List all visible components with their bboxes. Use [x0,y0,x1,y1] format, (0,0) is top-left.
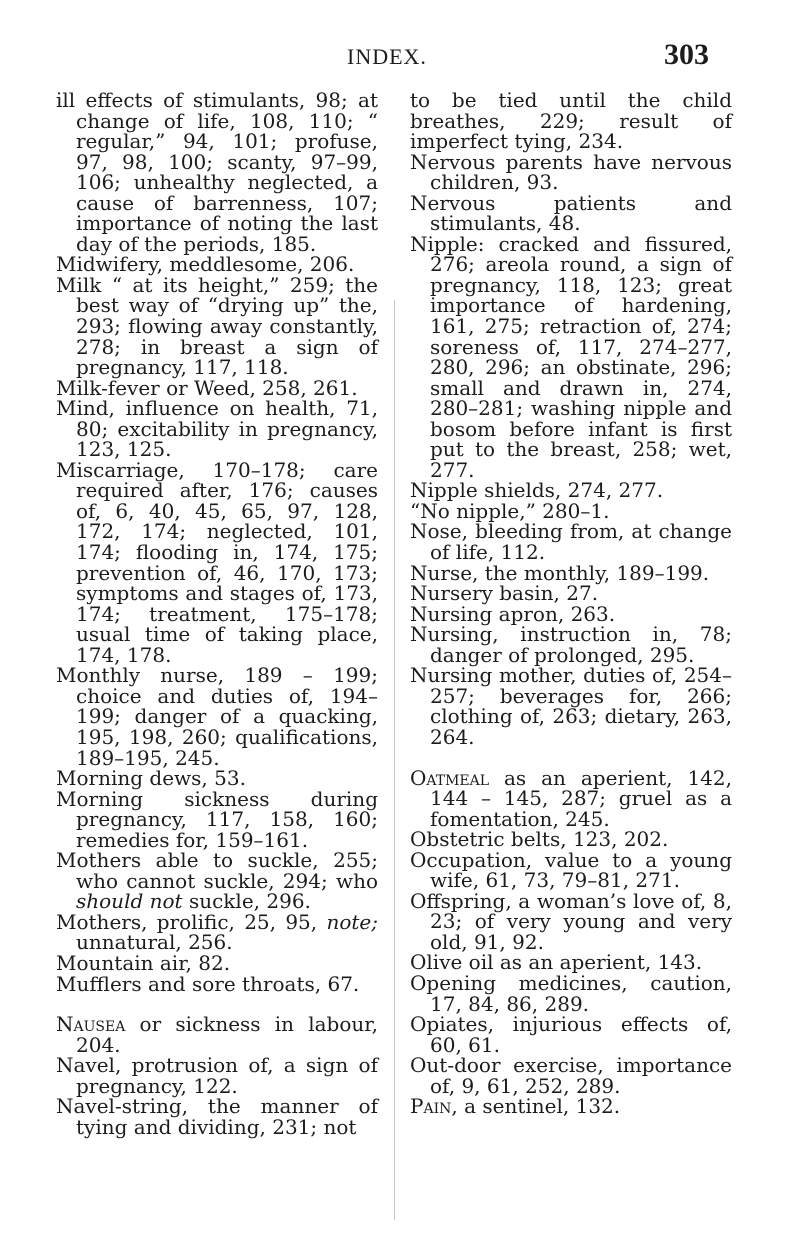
entry-text: Nursing, instruction in, 78; danger of prolonged, 295. [410,622,732,667]
index-entry [56,850,378,912]
section-gap [56,994,378,1014]
entry-text: Mountain air, 82. [56,950,231,975]
index-entry [410,519,732,565]
entry-text: Mind, influence on health, 71, 80; excitability in pregnancy, 123, 125. [56,396,378,462]
index-entry [410,480,732,501]
entry-text: Nervous patients and stimulants, 48. [410,190,732,236]
entry-text: Miscarriage, 170–178; care required after, 176; causes of, 6, 40, 45, 65, 97, 128, 172, 174; neglected, 101, 174; flooding in, 174, 175; prevention of, 46, 170, 173; symptoms and stages of, 173, 174; treatment, 175–178; usual time of taking place, 174, 178. [56,457,378,667]
entry-text: Nervous parents have nervous children, 93. [410,149,732,195]
index-entry [410,952,732,973]
entry-italic: note; [326,909,378,934]
index-column-left [56,90,378,1137]
index-entry [56,665,378,768]
entry-text: ill effects of stimulants, 98; at change of life, 108, 110; “ regular,” 94, 101; profuse, 97, 98, 100; scanty, 97–99, 106; unhealthy neglected, a cause of barrenness, 107; importance of noting the last day of the periods, 185. [56,88,378,256]
entry-text: Nipple: cracked and fissured, 276; areola round, a sign of pregnancy, 118, 123; great importance of hardening, 161, 275; retraction of, 274; soreness of, 117, 274–277, 280, 296; an obstinate, 296; small and drawn in, 274, 280–281; washing nipple and bosom before infant is first put to the breast, 258; wet, 277. [410,231,732,482]
column-divider [394,300,395,1220]
entry-text: Nursery basin, 27. [410,581,599,606]
index-entry [410,583,732,604]
index-entry [56,786,378,852]
entry-text: Nose, bleeding from, at change of life, 112. [410,519,732,565]
entry-text: Mothers able to suckle, 255; who cannot suckle, 294; who [56,848,378,893]
index-entry [410,560,732,585]
index-entry [410,624,732,665]
index-entry [410,601,732,626]
entry-text: Milk-fever or Weed, 258, 261. [56,375,358,400]
entry-text: Olive oil as an aperient, 143. [410,950,703,975]
index-entry [410,149,732,195]
entry-text: Opening medicines, caution, 17, 84, 86, 289. [410,970,732,1016]
index-entry [56,272,378,380]
index-entry [56,950,378,975]
entry-text: Morning sickness during pregnancy, 117, 158, 160; remedies for, 159–161. [56,786,378,852]
index-entry [410,1055,732,1096]
index-column-right [410,90,732,1117]
entry-text: Milk “ at its height,” 259; the best way of “drying up” the, 293; flowing away constantly, 278; in breast a sign of pregnancy, 117, 118. [56,272,378,380]
section-gap [410,748,732,768]
index-entry [56,1055,378,1096]
index-entry [410,847,732,893]
index-entry [410,190,732,236]
index-entry [410,765,732,831]
entry-text: Navel-string, the manner of tying and dividing, 231; not [56,1094,378,1139]
index-entry [56,768,378,789]
index-entry [56,90,378,254]
entry-text: Mothers, prolific, 25, 95, [56,909,327,934]
index-entry [410,231,732,482]
entry-text: Obstetric belts, 123, 202. [410,827,669,852]
index-entry [56,1096,378,1137]
index-entry [410,665,732,747]
index-entry [56,971,378,996]
entry-text: Monthly nurse, 189 – 199; choice and duties of, 194–199; danger of a quacking, 195, 198, 260; qualifications, 189–195, 245. [56,663,378,770]
index-entry [410,888,732,954]
entry-text: Midwifery, meddlesome, 206. [56,252,355,277]
entry-heading-smallcaps: Nausea [56,1012,126,1037]
entry-text: Morning dews, 53. [56,766,246,791]
entry-italic: should not [76,889,183,914]
index-entry [410,498,732,523]
index-entry [56,909,378,955]
entry-heading-smallcaps: Oatmeal [410,765,490,790]
page-number: 303 [664,38,709,71]
entry-text: or sickness in labour, 204. [76,1012,378,1057]
entry-text: to be tied until the child breathes, 229; result of imperfect tying, 234. [410,88,732,154]
index-entry [56,375,378,400]
index-entry [410,1014,732,1055]
entry-heading-smallcaps: Pain [410,1094,452,1119]
entry-text: Nursing mother, duties of, 254–257; beverages for, 266; clothing of, 263; dietary, 263, 264. [410,663,732,749]
entry-text: Nursing apron, 263. [410,601,616,626]
entry-text: Occupation, value to a young wife, 61, 73, 79–81, 271. [410,847,732,893]
entry-text: Out-door exercise, importance of, 9, 61, 252, 289. [410,1053,732,1098]
entry-text: Nipple shields, 274, 277. [410,478,664,503]
running-title: INDEX. [347,44,427,69]
index-entry [56,398,378,460]
index-entry [410,829,732,850]
entry-text: Mufflers and sore throats, 67. [56,971,360,996]
index-entry [410,970,732,1016]
entry-text: , a sentinel, 132. [451,1094,621,1119]
entry-text: “No nipple,” 280–1. [410,498,610,523]
entry-text: Offspring, a woman’s love of, 8, 23; of very young and very old, 91, 92. [410,888,732,954]
entry-text-after: suckle, 296. [182,889,311,914]
entry-text: Nurse, the monthly, 189–199. [410,560,710,585]
entry-text: Opiates, injurious effects of, 60, 61. [410,1012,732,1057]
index-entry [410,1096,732,1117]
entry-text: as an aperient, 142, 144 – 145, 287; gruel as a fomentation, 245. [430,765,732,831]
index-entry [56,457,378,667]
index-entry [56,254,378,275]
page-header [0,38,801,78]
entry-text: Navel, protrusion of, a sign of pregnancy, 122. [56,1053,378,1098]
index-entry [56,1014,378,1055]
index-entry [410,90,732,152]
entry-text-after: unnatural, 256. [76,930,233,955]
